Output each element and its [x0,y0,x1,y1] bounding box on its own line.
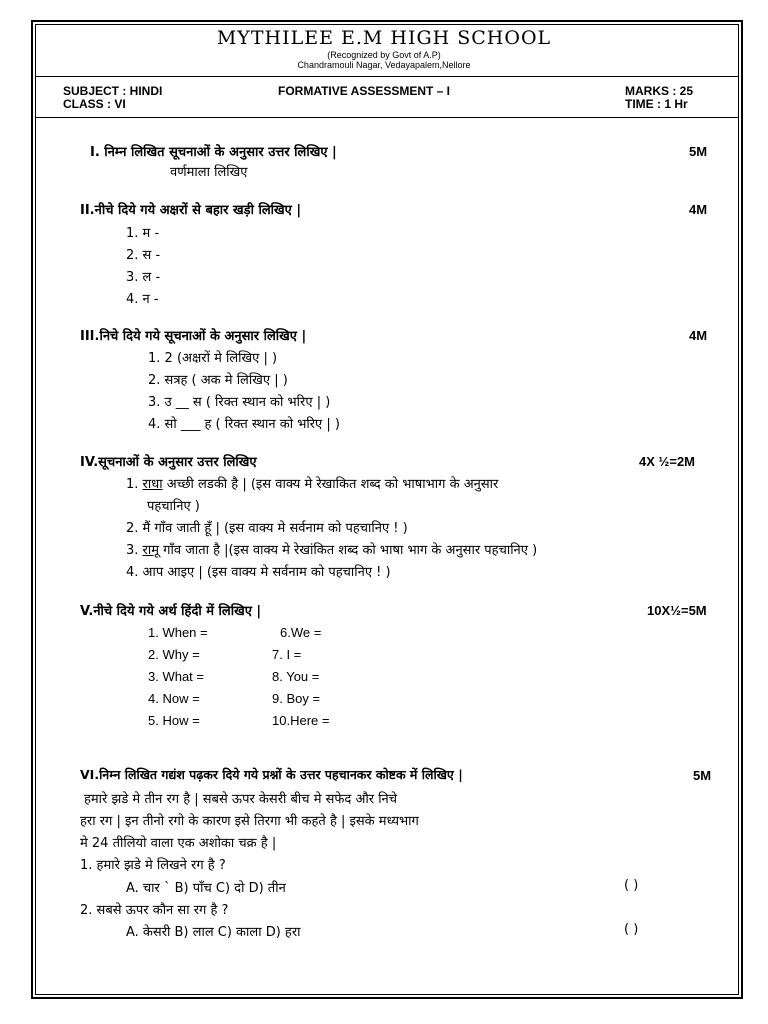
q2-item: 4. न - [126,292,159,307]
q3-item: 3. उ __ स ( रिक्त स्थान को भरिए | ) [148,395,331,410]
school-address: Chandramouli Nagar, Vedayapalem,Nellore [297,60,471,70]
q5-left-item: 5. How = [148,713,200,728]
time-label: TIME : 1 Hr [625,97,688,111]
q3-item: 4. सो ___ ह ( रिक्त स्थान को भरिए | ) [148,417,340,432]
q2-item: 3. ल - [126,270,161,285]
q5-left-item: 4. Now = [148,691,200,706]
q4-underlined-word-1: राधा [142,477,163,492]
q3-marks: 4M [689,328,708,343]
q5-right-item: 10.Here = [272,713,330,728]
class-label: CLASS : VI [63,97,126,111]
q5-marks: 10X½=5M [647,603,707,618]
q6-title: VI.निम्न लिखित गद्यंश पढ़कर दिये गये प्रश्नों के उत्तर पहचानकर कोष्टक में लिखिए | [80,767,463,782]
q4-marks: 4X ½=2M [639,454,696,469]
q6-passage-line: हमारे झडे मे तीन रग है | सबसे ऊपर केसरी बीच मे सफेद और निचे [84,792,398,807]
q5-left-item: 3. What = [148,669,204,684]
q6-answer-box-2: ( ) [624,922,639,937]
q4-item-3: 3. रामू गाँव जाता है |(इस वाक्य मे रेखांकित शब्द को भाषा भाग के अनुसार पहचानिए ) [126,543,538,558]
q4-item-3-text: गाँव जाता है |(इस वाक्य मे रेखांकित शब्द को भाषा भाग के अनुसार पहचानिए ) [159,543,538,558]
q4-item-1: 1. राधा अच्छी लडकी है | (इस वाक्य मे रेखाकित शब्द को भाषाभाग के अनुसार [126,477,499,492]
q6-marks: 5M [693,768,712,783]
q2-item: 1. म - [126,226,160,241]
q4-item-1-cont: पहचानिए ) [147,499,200,514]
q5-left-item: 2. Why = [148,647,200,662]
q4-title: IV.सूचनाओं के अनुसार उत्तर लिखिए [80,455,257,470]
q6-passage-line: मे 24 तीलियो वाला एक अशोका चक्र है | [80,836,277,851]
q4-item-2: 2. मैं गाँव जाती हूँ | (इस वाक्य मे सर्वनाम को पहचानिए ! ) [126,521,408,536]
q5-right-item: 9. Boy = [272,691,321,706]
q5-right-item: 7. I = [272,647,302,662]
q2-title: II.नीचे दिये गये अक्षरों से बहार खड़ी लिखिए | [80,203,302,218]
school-name: MYTHILEE E.M HIGH SCHOOL [216,27,552,49]
q2-marks: 4M [689,202,708,217]
q2-item: 2. स - [126,248,161,263]
subject-label: SUBJECT : HINDI [63,84,163,98]
q1-line: वर्णमाला लिखिए [170,165,248,180]
q3-item: 1. 2 (अक्षरों मे लिखिए | ) [148,351,278,366]
q5-title: V.नीचे दिये गये अर्थ हिंदी में लिखिए | [80,604,262,619]
recognition-text: (Recognized by Govt of A.P) [327,50,441,60]
q5-right-item: 6.We = [280,625,322,640]
q5-right-item: 8. You = [272,669,320,684]
q5-left-item: 1. When = [148,625,208,640]
q1-marks: 5M [689,144,708,159]
q3-item: 2. सत्रह ( अक मे लिखिए | ) [148,373,288,388]
q6-answer-box-1: ( ) [624,878,639,893]
q4-item-4: 4. आप आइए | (इस वाक्य मे सर्वनाम को पहचानिए ! ) [126,565,391,580]
q6-sub-question-1: 1. हमारे झडे मे लिखने रग है ? [80,858,226,873]
exam-title: FORMATIVE ASSESSMENT – I [278,84,451,98]
header-divider-bottom [36,117,738,118]
header-divider-top [36,76,738,77]
q6-sub-options-2: A. केसरी B) लाल C) काला D) हरा [126,925,301,940]
q6-sub-options-1: A. चार ` B) पाँच C) दो D) तीन [126,881,286,896]
q6-passage-line: हरा रग | इन तीनो रगो के कारण इसे तिरगा भी कहते है | इसके मध्यभाग [80,814,419,829]
q6-sub-question-2: 2. सबसे ऊपर कौन सा रग है ? [80,903,229,918]
q4-underlined-word-3: रामू [142,543,160,558]
q4-item-1-text: अच्छी लडकी है | (इस वाक्य मे रेखाकित शब्द को भाषाभाग के अनुसार [162,477,499,492]
marks-label: MARKS : 25 [625,84,694,98]
q1-title: I. निम्न लिखित सूचनाओं के अनुसार उत्तर लिखिए | [90,145,337,160]
q3-title: III.निचे दिये गये सूचनाओं के अनुसार लिखिए | [80,329,307,344]
